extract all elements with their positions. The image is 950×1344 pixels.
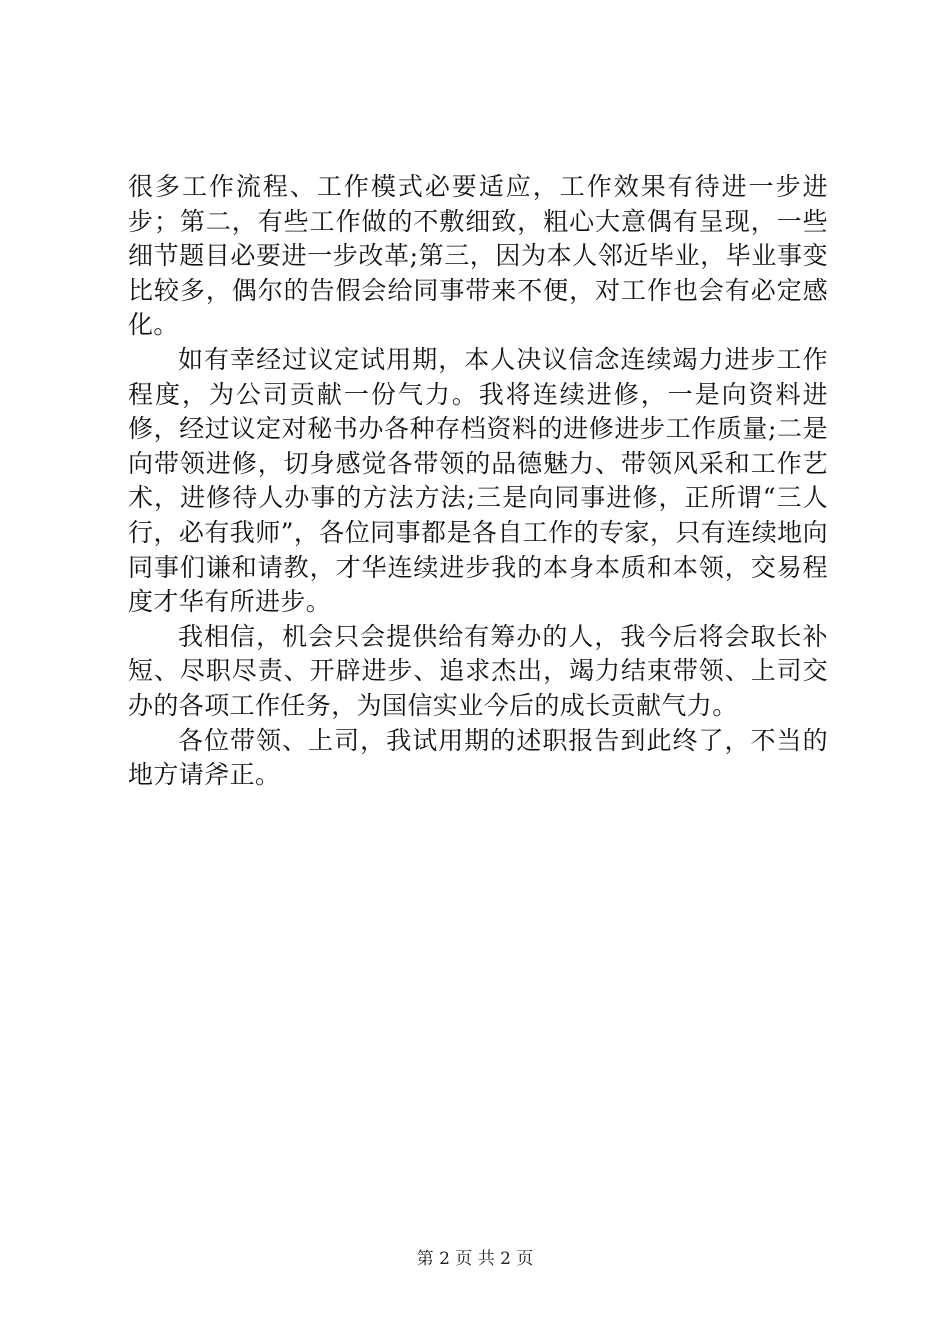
- document-body: [128, 170, 828, 793]
- paragraph-1: 很多工作流程、工作模式必要适应，工作效果有待进一步进步；第二，有些工作做的不敷细致，粗心大意偶有呈现，一些细节题目必要进一步改革;第三，因为本人邻近毕业，毕业事变比较多，偶尔的告假会给同事带来不便，对工作也会有必定感化。: [128, 172, 828, 340]
- paragraph-3: 我相信，机会只会提供给有筹办的人，我今后将会取长补短、尽职尽责、开辟进步、追求杰出，竭力结束带领、上司交办的各项工作任务，为国信实业今后的成长贡献气力。: [128, 621, 828, 720]
- paragraph-2: 如有幸经过议定试用期，本人决议信念连续竭力进步工作程度，为公司贡献一份气力。我将连续进修，一是向资料进修，经过议定对秘书办各种存档资料的进修进步工作质量;二是向带领进修，切身感觉各带领的品德魅力、带领风采和工作艺术，进修待人办事的方法方法;三是向同事进修，正所谓“三人行，必有我师”，各位同事都是各自工作的专家，只有连续地向同事们谦和请教，才华连续进步我的本身本质和本领，交易程度才华有所进步。: [128, 344, 828, 617]
- page-number-footer: 第 2 页 共 2 页: [416, 1249, 534, 1269]
- paragraph-4: 各位带领、上司，我试用期的述职报告到此终了，不当的地方请斧正。: [128, 725, 828, 790]
